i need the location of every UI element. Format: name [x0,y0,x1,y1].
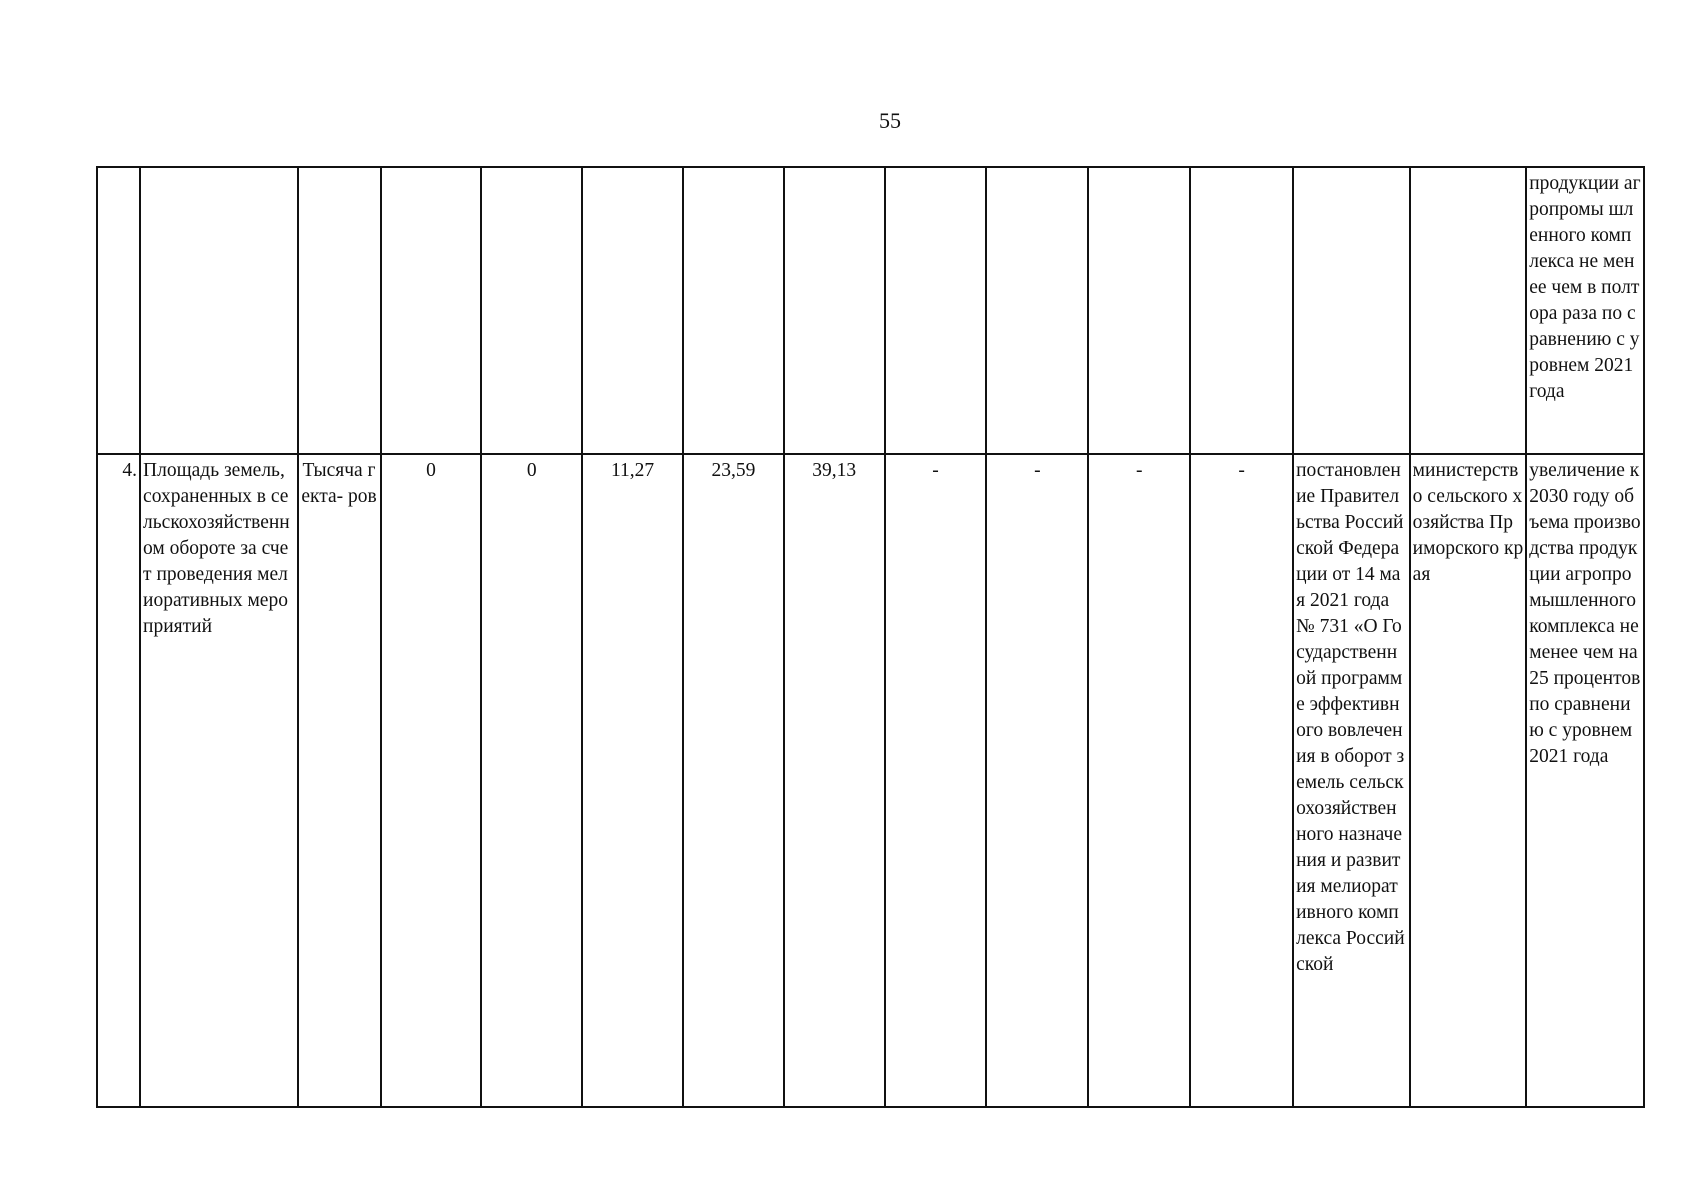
cell-unit: Тысяча гекта- ров [298,454,381,1107]
cell-value: 39,13 [784,454,885,1107]
cell-value: 11,27 [582,454,683,1107]
cell-unit [298,167,381,454]
cell-document: постановление Правительства Российской Федерации от 14 мая 2021 года № 731 «О Государственной программе эффективного вовлечения в оборот земель сельскохозяйственного назначения и развития мелиоративного комплекса Российской [1293,454,1410,1107]
cell-value [582,167,683,454]
cell-value: 0 [481,454,582,1107]
cell-num [97,167,140,454]
cell-value [1088,167,1190,454]
indicators-table [96,166,1645,1108]
cell-responsible: министерство сельского хозяйства Приморского края [1410,454,1527,1107]
cell-value: - [1190,454,1293,1107]
cell-num: 4. [97,454,140,1107]
table-row-continuation [97,167,1644,454]
cell-value [885,167,987,454]
cell-value: 0 [381,454,482,1107]
cell-document [1293,167,1410,454]
cell-value [683,167,784,454]
cell-value [986,167,1088,454]
cell-value: - [885,454,987,1107]
cell-outcome: увеличение к 2030 году объема производства продукции агропромышленного комплекса не менее чем на 25 процентов по сравнению с уровнем 2021 года [1526,454,1644,1107]
cell-indicator [140,167,298,454]
cell-value: - [986,454,1088,1107]
cell-value: 23,59 [683,454,784,1107]
cell-indicator: Площадь земель, сохраненных в сельскохозяйственном обороте за счет проведения мелиоративных мероприятий [140,454,298,1107]
table-row-4 [97,454,1644,1107]
page-number: 55 [879,108,901,133]
cell-value [1190,167,1293,454]
cell-outcome: продукции агропромы шленного комплекса не менее чем в полтора раза по сравнению с уровнем 2021 года [1526,167,1644,454]
cell-value: - [1088,454,1190,1107]
cell-value [784,167,885,454]
cell-responsible [1410,167,1527,454]
cell-value [481,167,582,454]
cell-value [381,167,482,454]
